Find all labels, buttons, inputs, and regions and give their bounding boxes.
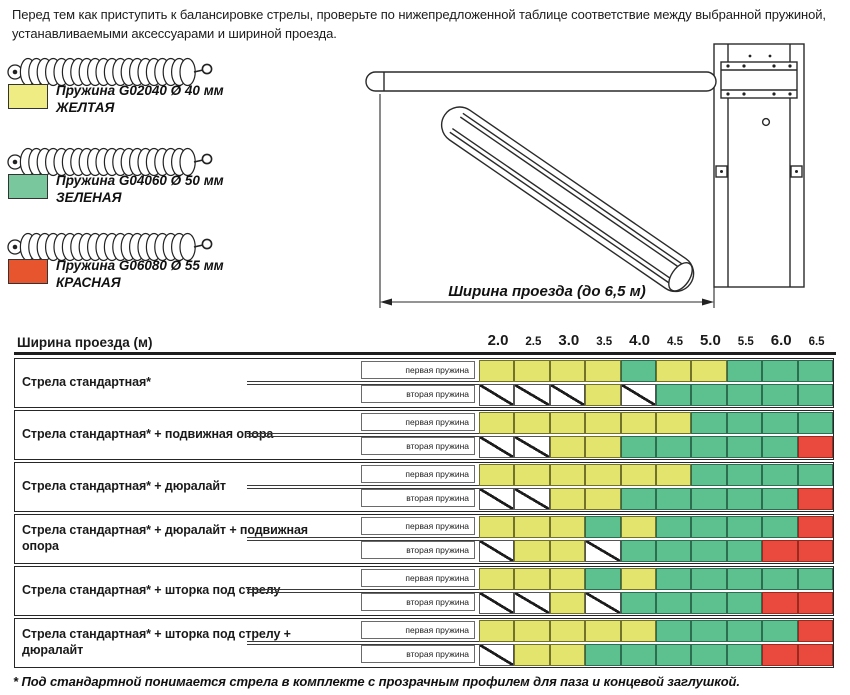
spring-row-second	[361, 383, 833, 407]
table-cell	[514, 592, 549, 614]
spring-row-first	[361, 619, 833, 643]
table-cell	[550, 516, 585, 538]
legend-item-yellow-spring	[6, 56, 336, 142]
group-label: Стрела стандартная* + дюралайт + подвижная опора	[22, 523, 308, 553]
table-cell	[727, 644, 762, 666]
table-cell	[691, 516, 726, 538]
spring-color-swatch	[8, 174, 48, 199]
table-cell	[514, 540, 549, 562]
table-cell	[585, 568, 620, 590]
spring-row-first	[361, 411, 833, 435]
table-cell	[585, 620, 620, 642]
column-header-6.5: 6.5	[808, 336, 825, 348]
table-cell	[691, 412, 726, 434]
row-label-first: первая пружина	[361, 517, 475, 535]
table-cell	[479, 436, 514, 458]
spring-row-second	[361, 591, 833, 615]
barrier-cabinet-drawing	[714, 44, 804, 287]
table-cell	[479, 464, 514, 486]
group-label: Стрела стандартная* + подвижная опора	[22, 427, 274, 442]
table-cell	[621, 568, 656, 590]
dimension-label: Ширина проезда (до 6,5 м)	[448, 283, 646, 300]
header-rule	[14, 352, 836, 355]
table-cell	[550, 488, 585, 510]
row-label-first: первая пружина	[361, 465, 475, 483]
table-row-group	[14, 514, 834, 564]
table-cell	[550, 568, 585, 590]
table-cell	[585, 412, 620, 434]
group-label: Стрела стандартная* + дюралайт	[22, 479, 226, 494]
table-cell	[727, 540, 762, 562]
table-cell	[727, 412, 762, 434]
table-cell	[479, 568, 514, 590]
spring-row-first	[361, 515, 833, 539]
row-label-second: вторая пружина	[361, 541, 475, 559]
table-title: Ширина проезда (м)	[17, 335, 153, 350]
table-cell	[585, 592, 620, 614]
spring-label: Пружина G02040 Ø 40 мм ЖЕЛТАЯ	[56, 83, 224, 116]
table-cell	[762, 540, 797, 562]
table-cell	[691, 620, 726, 642]
table-cell	[691, 436, 726, 458]
table-cell	[479, 644, 514, 666]
table-cell	[479, 384, 514, 406]
table-cell	[585, 464, 620, 486]
table-cell	[585, 516, 620, 538]
row-label-first: первая пружина	[361, 621, 475, 639]
table-cell	[691, 384, 726, 406]
table-cell	[621, 644, 656, 666]
table-cell	[762, 464, 797, 486]
column-header-4.0: 4.0	[629, 332, 651, 349]
spring-row-second	[361, 435, 833, 459]
table-cell	[762, 620, 797, 642]
barrier-diagram	[340, 36, 850, 320]
table-cell	[762, 516, 797, 538]
table-cell	[514, 516, 549, 538]
table-cell	[691, 592, 726, 614]
table-cell	[798, 644, 833, 666]
group-label: Стрела стандартная* + шторка под стрелу	[22, 583, 281, 598]
table-cell	[798, 592, 833, 614]
table-cell	[621, 488, 656, 510]
table-cell	[798, 568, 833, 590]
table-cell	[762, 568, 797, 590]
table-cell	[621, 436, 656, 458]
table-cell	[656, 488, 691, 510]
table-cell	[479, 620, 514, 642]
table-cell	[798, 488, 833, 510]
table-cell	[691, 540, 726, 562]
table-cell	[585, 384, 620, 406]
footnote-text: * Под стандартной понимается стрела в комплекте с прозрачным профилем для паза и концевой заглушкой.	[13, 674, 740, 689]
table-row-group	[14, 358, 834, 408]
table-cell	[727, 516, 762, 538]
spring-row-first	[361, 567, 833, 591]
column-header-4.5: 4.5	[667, 336, 683, 348]
table-cell	[762, 360, 797, 382]
column-header-2.0: 2.0	[487, 332, 509, 349]
column-header-2.5: 2.5	[525, 336, 542, 348]
table-cell	[798, 384, 833, 406]
table-cell	[656, 568, 691, 590]
table-cell	[514, 360, 549, 382]
spring-row-second	[361, 539, 833, 563]
table-cell	[798, 620, 833, 642]
table-cell	[514, 488, 549, 510]
row-label-second: вторая пружина	[361, 437, 475, 455]
table-cell	[727, 568, 762, 590]
table-cell	[762, 384, 797, 406]
table-cell	[656, 644, 691, 666]
table-cell	[727, 488, 762, 510]
table-cell	[585, 644, 620, 666]
table-cell	[550, 540, 585, 562]
table-cell	[550, 464, 585, 486]
table-cell	[798, 516, 833, 538]
table-cell	[798, 436, 833, 458]
table-cell	[479, 516, 514, 538]
table-cell	[479, 488, 514, 510]
row-label-second: вторая пружина	[361, 645, 475, 663]
table-cell	[621, 540, 656, 562]
table-cell	[656, 384, 691, 406]
table-cell	[514, 464, 549, 486]
table-cell	[656, 412, 691, 434]
table-cell	[621, 516, 656, 538]
table-row-group	[14, 618, 834, 668]
table-cell	[621, 412, 656, 434]
table-row-group	[14, 462, 834, 512]
table-cell	[762, 644, 797, 666]
table-cell	[691, 360, 726, 382]
table-cell	[656, 620, 691, 642]
table-cell	[798, 412, 833, 434]
table-cell	[479, 360, 514, 382]
table-cell	[550, 436, 585, 458]
table-cell	[762, 412, 797, 434]
spring-row-second	[361, 643, 833, 667]
table-cell	[762, 436, 797, 458]
row-label-second: вторая пружина	[361, 489, 475, 507]
table-cell	[479, 412, 514, 434]
table-cell	[798, 360, 833, 382]
table-cell	[691, 644, 726, 666]
boom-arm-drawing	[366, 72, 716, 91]
spring-color-swatch	[8, 259, 48, 284]
spring-row-first	[361, 463, 833, 487]
row-label-first: первая пружина	[361, 569, 475, 587]
table-cell	[798, 540, 833, 562]
column-header-5.5: 5.5	[737, 336, 754, 348]
table-cell	[514, 568, 549, 590]
table-cell	[656, 360, 691, 382]
legend-item-green-spring	[6, 146, 336, 232]
spring-color-swatch	[8, 84, 48, 109]
spring-label: Пружина G06080 Ø 55 мм КРАСНАЯ	[56, 258, 224, 291]
group-label: Стрела стандартная*	[22, 375, 151, 390]
spring-label: Пружина G04060 Ø 50 мм ЗЕЛЕНАЯ	[56, 173, 224, 206]
table-cell	[656, 592, 691, 614]
table-cell	[727, 464, 762, 486]
boom-profile-drawing	[435, 100, 701, 298]
table-cell	[691, 488, 726, 510]
row-label-first: первая пружина	[361, 361, 475, 379]
table-cell	[727, 436, 762, 458]
column-header-6.0: 6.0	[770, 332, 792, 349]
table-cell	[727, 592, 762, 614]
table-cell	[550, 412, 585, 434]
row-label-first: первая пружина	[361, 413, 475, 431]
table-row-group	[14, 566, 834, 616]
table-cell	[514, 412, 549, 434]
table-cell	[762, 488, 797, 510]
table-cell	[585, 540, 620, 562]
table-cell	[479, 592, 514, 614]
legend-item-red-spring	[6, 231, 336, 317]
table-row-group	[14, 410, 834, 460]
table-cell	[514, 620, 549, 642]
table-cell	[550, 644, 585, 666]
table-cell	[550, 360, 585, 382]
row-label-second: вторая пружина	[361, 593, 475, 611]
table-cell	[691, 464, 726, 486]
group-label: Стрела стандартная* + шторка под стрелу + дюралайт	[22, 627, 291, 657]
table-cell	[585, 436, 620, 458]
table-cell	[691, 568, 726, 590]
table-cell	[585, 488, 620, 510]
table-cell	[479, 540, 514, 562]
table-cell	[656, 464, 691, 486]
table-cell	[514, 384, 549, 406]
row-label-second: вторая пружина	[361, 385, 475, 403]
table-cell	[656, 436, 691, 458]
table-cell	[656, 516, 691, 538]
table-cell	[762, 592, 797, 614]
intro-text: Перед тем как приступить к балансировке стрелы, проверьте по нижепредложенной таблице соответствие между выбранной пружиной, устанавливаемыми аксессуарами и шириной проезда.	[12, 7, 826, 41]
column-header-5.0: 5.0	[699, 332, 721, 349]
table-cell	[550, 384, 585, 406]
table-cell	[621, 464, 656, 486]
column-header-3.0: 3.0	[558, 332, 580, 349]
table-cell	[585, 360, 620, 382]
table-cell	[621, 592, 656, 614]
table-cell	[798, 464, 833, 486]
table-cell	[621, 620, 656, 642]
table-cell	[727, 384, 762, 406]
column-header-3.5: 3.5	[596, 336, 613, 348]
table-cell	[621, 360, 656, 382]
spring-row-second	[361, 487, 833, 511]
table-cell	[550, 592, 585, 614]
table-cell	[727, 620, 762, 642]
table-cell	[621, 384, 656, 406]
table-cell	[550, 620, 585, 642]
table-cell	[656, 540, 691, 562]
table-cell	[727, 360, 762, 382]
spring-row-first	[361, 359, 833, 383]
table-cell	[514, 436, 549, 458]
table-cell	[514, 644, 549, 666]
